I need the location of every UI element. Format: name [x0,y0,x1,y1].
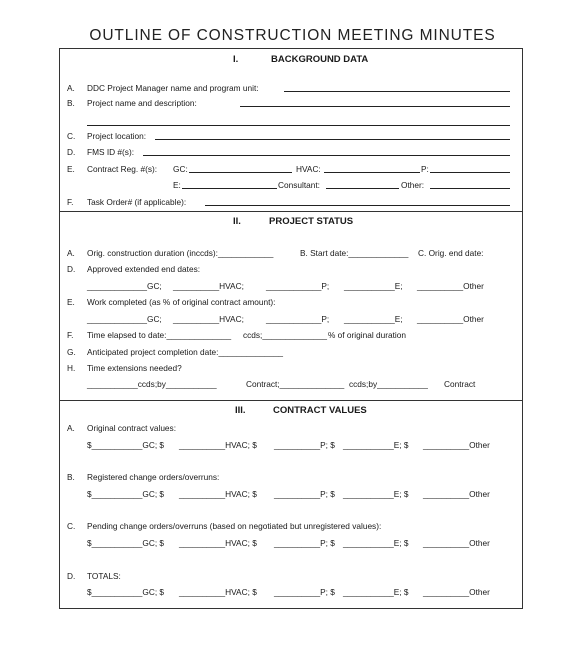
percent-label: % of original duration [328,330,406,340]
e-value-field[interactable]: ___________E; $ [343,538,409,548]
values-item-d [60,570,522,582]
item-letter: A. [67,248,75,258]
p-value-field[interactable]: __________P; $ [274,440,335,450]
values-item-c [60,520,522,532]
item-label: TOTALS: [87,571,121,581]
e-reg-blank[interactable] [182,188,277,189]
item-letter: E. [67,164,75,174]
gc-reg-blank[interactable] [189,172,292,173]
status-item-h [60,362,522,374]
hvac-field[interactable]: __________HVAC; [173,281,244,291]
section-2-heading: PROJECT STATUS [269,216,354,227]
background-item-a [60,82,522,94]
item-letter: D. [67,571,76,581]
pm-name-blank[interactable] [284,91,510,92]
item-letter: G. [67,347,76,357]
e-label: E: [173,180,181,190]
section-divider [60,400,522,401]
completion-date-field[interactable]: Anticipated project completion date:______________ [87,347,284,357]
status-item-e [60,296,522,308]
item-letter: C. [67,131,76,141]
task-order-blank[interactable] [205,205,510,206]
item-label: Project location: [87,131,147,141]
gc-value-field[interactable]: $___________GC; $ [87,587,165,597]
item-letter: A. [67,83,75,93]
item-letter: F. [67,197,74,207]
orig-end-date-field[interactable]: C. Orig. end date: [418,248,484,258]
contract-field[interactable]: Contract;______________ [246,379,345,389]
e-value-field[interactable]: ___________E; $ [343,489,409,499]
item-label: Pending change orders/overruns (based on negotiated but unregistered values): [87,521,382,531]
ccds-by-field[interactable]: ___________ccds;by___________ [87,379,217,389]
other-value-field[interactable]: __________Other [423,440,490,450]
p-value-field[interactable]: __________P; $ [274,587,335,597]
item-letter: D. [67,147,76,157]
gc-label: GC: [173,164,188,174]
hvac-label: HVAC: [296,164,321,174]
p-value-field[interactable]: __________P; $ [274,489,335,499]
p-value-field[interactable]: __________P; $ [274,538,335,548]
e-field[interactable]: ___________E; [344,314,403,324]
item-label: Approved extended end dates: [87,264,201,274]
status-item-a [60,247,522,259]
start-date-field[interactable]: B. Start date:_____________ [300,248,409,258]
hvac-reg-blank[interactable] [324,172,420,173]
item-letter: D. [67,264,76,274]
other-reg-blank[interactable] [430,188,510,189]
page-title: OUTLINE OF CONSTRUCTION MEETING MINUTES [89,27,496,44]
time-extensions-row [60,378,522,390]
other-label: Other: [401,180,425,190]
item-label: Work completed (as % of original contract amount): [87,297,276,307]
values-row [60,537,522,549]
gc-value-field[interactable]: $___________GC; $ [87,538,165,548]
item-label: Contract Reg. #(s): [87,164,158,174]
item-label: Time extensions needed? [87,363,182,373]
item-letter: E. [67,297,75,307]
fms-id-blank[interactable] [143,155,510,156]
consultant-reg-blank[interactable] [326,188,399,189]
item-label: Project name and description: [87,98,197,108]
status-item-g [60,346,522,358]
e-value-field[interactable]: ___________E; $ [343,587,409,597]
background-item-e [60,163,522,175]
p-field[interactable]: ____________P; [266,281,330,291]
background-item-d [60,146,522,158]
section-3-numeral: III. [235,405,246,416]
project-description-blank[interactable] [87,125,510,126]
consultant-label: Consultant: [278,180,320,190]
e-field[interactable]: ___________E; [344,281,403,291]
extended-dates-row [60,280,522,292]
background-item-f [60,196,522,208]
values-item-a [60,422,522,434]
item-label: DDC Project Manager name and program unit: [87,83,259,93]
gc-value-field[interactable]: $___________GC; $ [87,440,165,450]
work-completed-row [60,313,522,325]
e-value-field[interactable]: ___________E; $ [343,440,409,450]
section-1-heading: BACKGROUND DATA [271,54,369,65]
hvac-field[interactable]: __________HVAC; [173,314,244,324]
other-value-field[interactable]: __________Other [423,489,490,499]
gc-field[interactable]: _____________GC; [87,281,162,291]
section-3-heading: CONTRACT VALUES [273,405,367,416]
item-letter: C. [67,521,76,531]
project-location-blank[interactable] [155,139,510,140]
background-item-c [60,130,522,142]
background-item-b [60,97,522,109]
values-item-b [60,471,522,483]
other-value-field[interactable]: __________Other [423,587,490,597]
time-elapsed-field[interactable]: Time elapsed to date:______________ [87,330,232,340]
contract-label: Contract [444,379,476,389]
section-1-numeral: I. [233,54,239,65]
section-divider [60,211,522,212]
ccds-by-field-2[interactable]: ccds;by___________ [349,379,428,389]
status-item-f [60,329,522,341]
section-2-numeral: II. [233,216,241,227]
values-row [60,586,522,598]
values-row [60,488,522,500]
hvac-value-field[interactable]: __________HVAC; $ [179,440,257,450]
p-reg-blank[interactable] [430,172,510,173]
other-field[interactable]: __________Other [417,281,484,291]
values-row [60,439,522,451]
item-label: Registered change orders/overruns: [87,472,220,482]
hvac-value-field[interactable]: __________HVAC; $ [179,489,257,499]
item-label: Task Order# (if applicable): [87,197,187,207]
outline-form [59,48,523,609]
hvac-value-field[interactable]: __________HVAC; $ [179,587,257,597]
item-letter: B. [67,472,75,482]
p-label: P: [421,164,429,174]
item-letter: B. [67,98,75,108]
other-value-field[interactable]: __________Other [423,538,490,548]
hvac-value-field[interactable]: __________HVAC; $ [179,538,257,548]
gc-value-field[interactable]: $___________GC; $ [87,489,165,499]
item-letter: A. [67,423,75,433]
project-name-blank[interactable] [240,106,510,107]
orig-duration-field[interactable]: Orig. construction duration (inccds):____________ [87,248,274,258]
item-label: FMS ID #(s): [87,147,135,157]
background-item-e-row-2 [60,179,522,191]
other-field[interactable]: __________Other [417,314,484,324]
item-letter: F. [67,330,74,340]
item-letter: H. [67,363,76,373]
gc-field[interactable]: _____________GC; [87,314,162,324]
p-field[interactable]: ____________P; [266,314,330,324]
ccds-field[interactable]: ccds;______________ [243,330,327,340]
status-item-d [60,263,522,275]
item-label: Original contract values: [87,423,177,433]
